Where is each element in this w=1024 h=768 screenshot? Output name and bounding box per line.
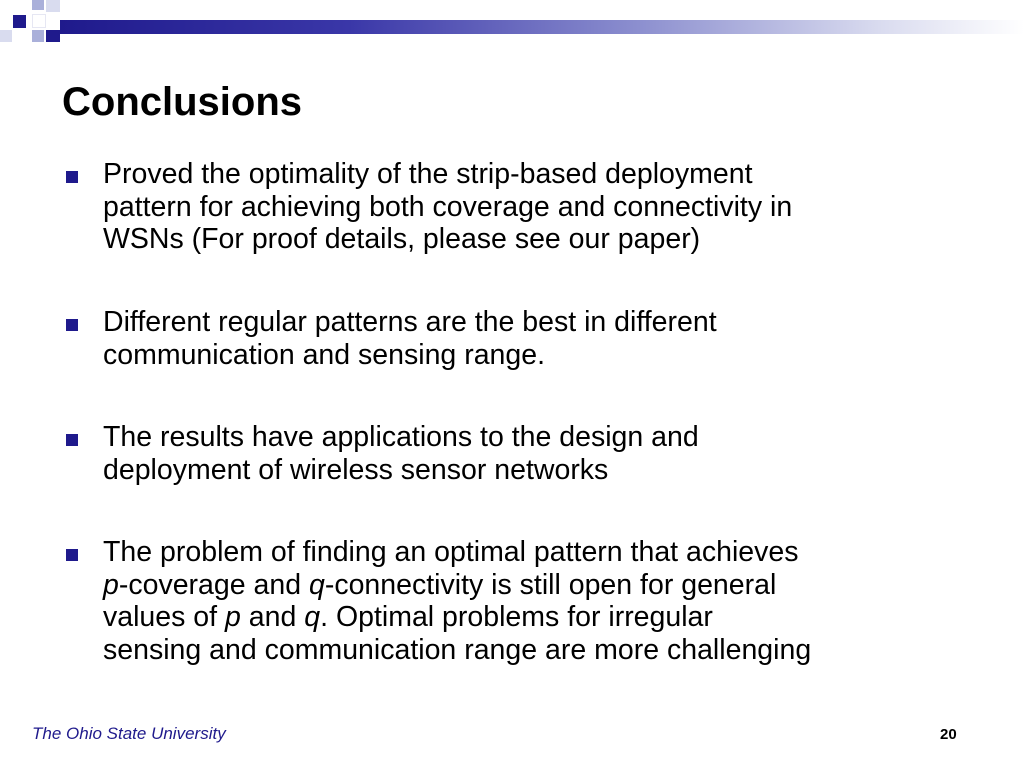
bullet-line: Different regular patterns are the best in different bbox=[103, 306, 717, 338]
var-p: p bbox=[103, 568, 119, 601]
text-run: -coverage and bbox=[118, 568, 309, 601]
var-p: p bbox=[225, 601, 241, 633]
decor-square bbox=[32, 30, 44, 42]
bullet-line bbox=[103, 569, 963, 602]
footer-institution: The Ohio State University bbox=[32, 724, 226, 743]
text-run: values of bbox=[103, 601, 225, 633]
var-q: q bbox=[304, 601, 321, 633]
bullet-text bbox=[103, 158, 963, 256]
page-number: 20 bbox=[940, 726, 957, 743]
bullet-line: communication and sensing range. bbox=[103, 338, 546, 371]
decor-square bbox=[32, 0, 44, 10]
bullet-text bbox=[103, 536, 963, 666]
square-bullet-icon bbox=[66, 549, 78, 561]
square-bullet-icon bbox=[66, 434, 78, 446]
header-gradient-bar bbox=[60, 20, 1024, 34]
square-bullet-icon bbox=[66, 171, 78, 183]
bullet-line: deployment of wireless sensor networks bbox=[103, 453, 609, 486]
bullet-text bbox=[103, 421, 963, 486]
bullet-line bbox=[103, 601, 963, 634]
square-bullet-icon bbox=[66, 319, 78, 331]
bullet-line: The results have applications to the design and bbox=[103, 421, 699, 453]
decor-square bbox=[32, 14, 46, 28]
text-run: -connectivity is still open for general bbox=[324, 568, 777, 601]
bullet-line: pattern for achieving both coverage and connectivity in bbox=[103, 190, 793, 223]
bullet-line: WSNs (For proof details, please see our paper) bbox=[103, 223, 701, 255]
bullet-line: The problem of finding an optimal pattern that achieves bbox=[103, 536, 799, 568]
text-run: . Optimal problems for irregular bbox=[320, 601, 713, 633]
slide-title: Conclusions bbox=[62, 80, 303, 124]
text-run: and bbox=[240, 601, 305, 633]
decor-square bbox=[13, 15, 26, 28]
var-q: q bbox=[308, 568, 325, 601]
decor-square bbox=[46, 0, 60, 12]
decor-square bbox=[0, 30, 12, 42]
bullet-line: Proved the optimality of the strip-based deployment bbox=[103, 158, 753, 190]
bullet-text bbox=[103, 306, 963, 371]
decor-square bbox=[46, 30, 60, 42]
bullet-line: sensing and communication range are more challenging bbox=[103, 633, 812, 666]
